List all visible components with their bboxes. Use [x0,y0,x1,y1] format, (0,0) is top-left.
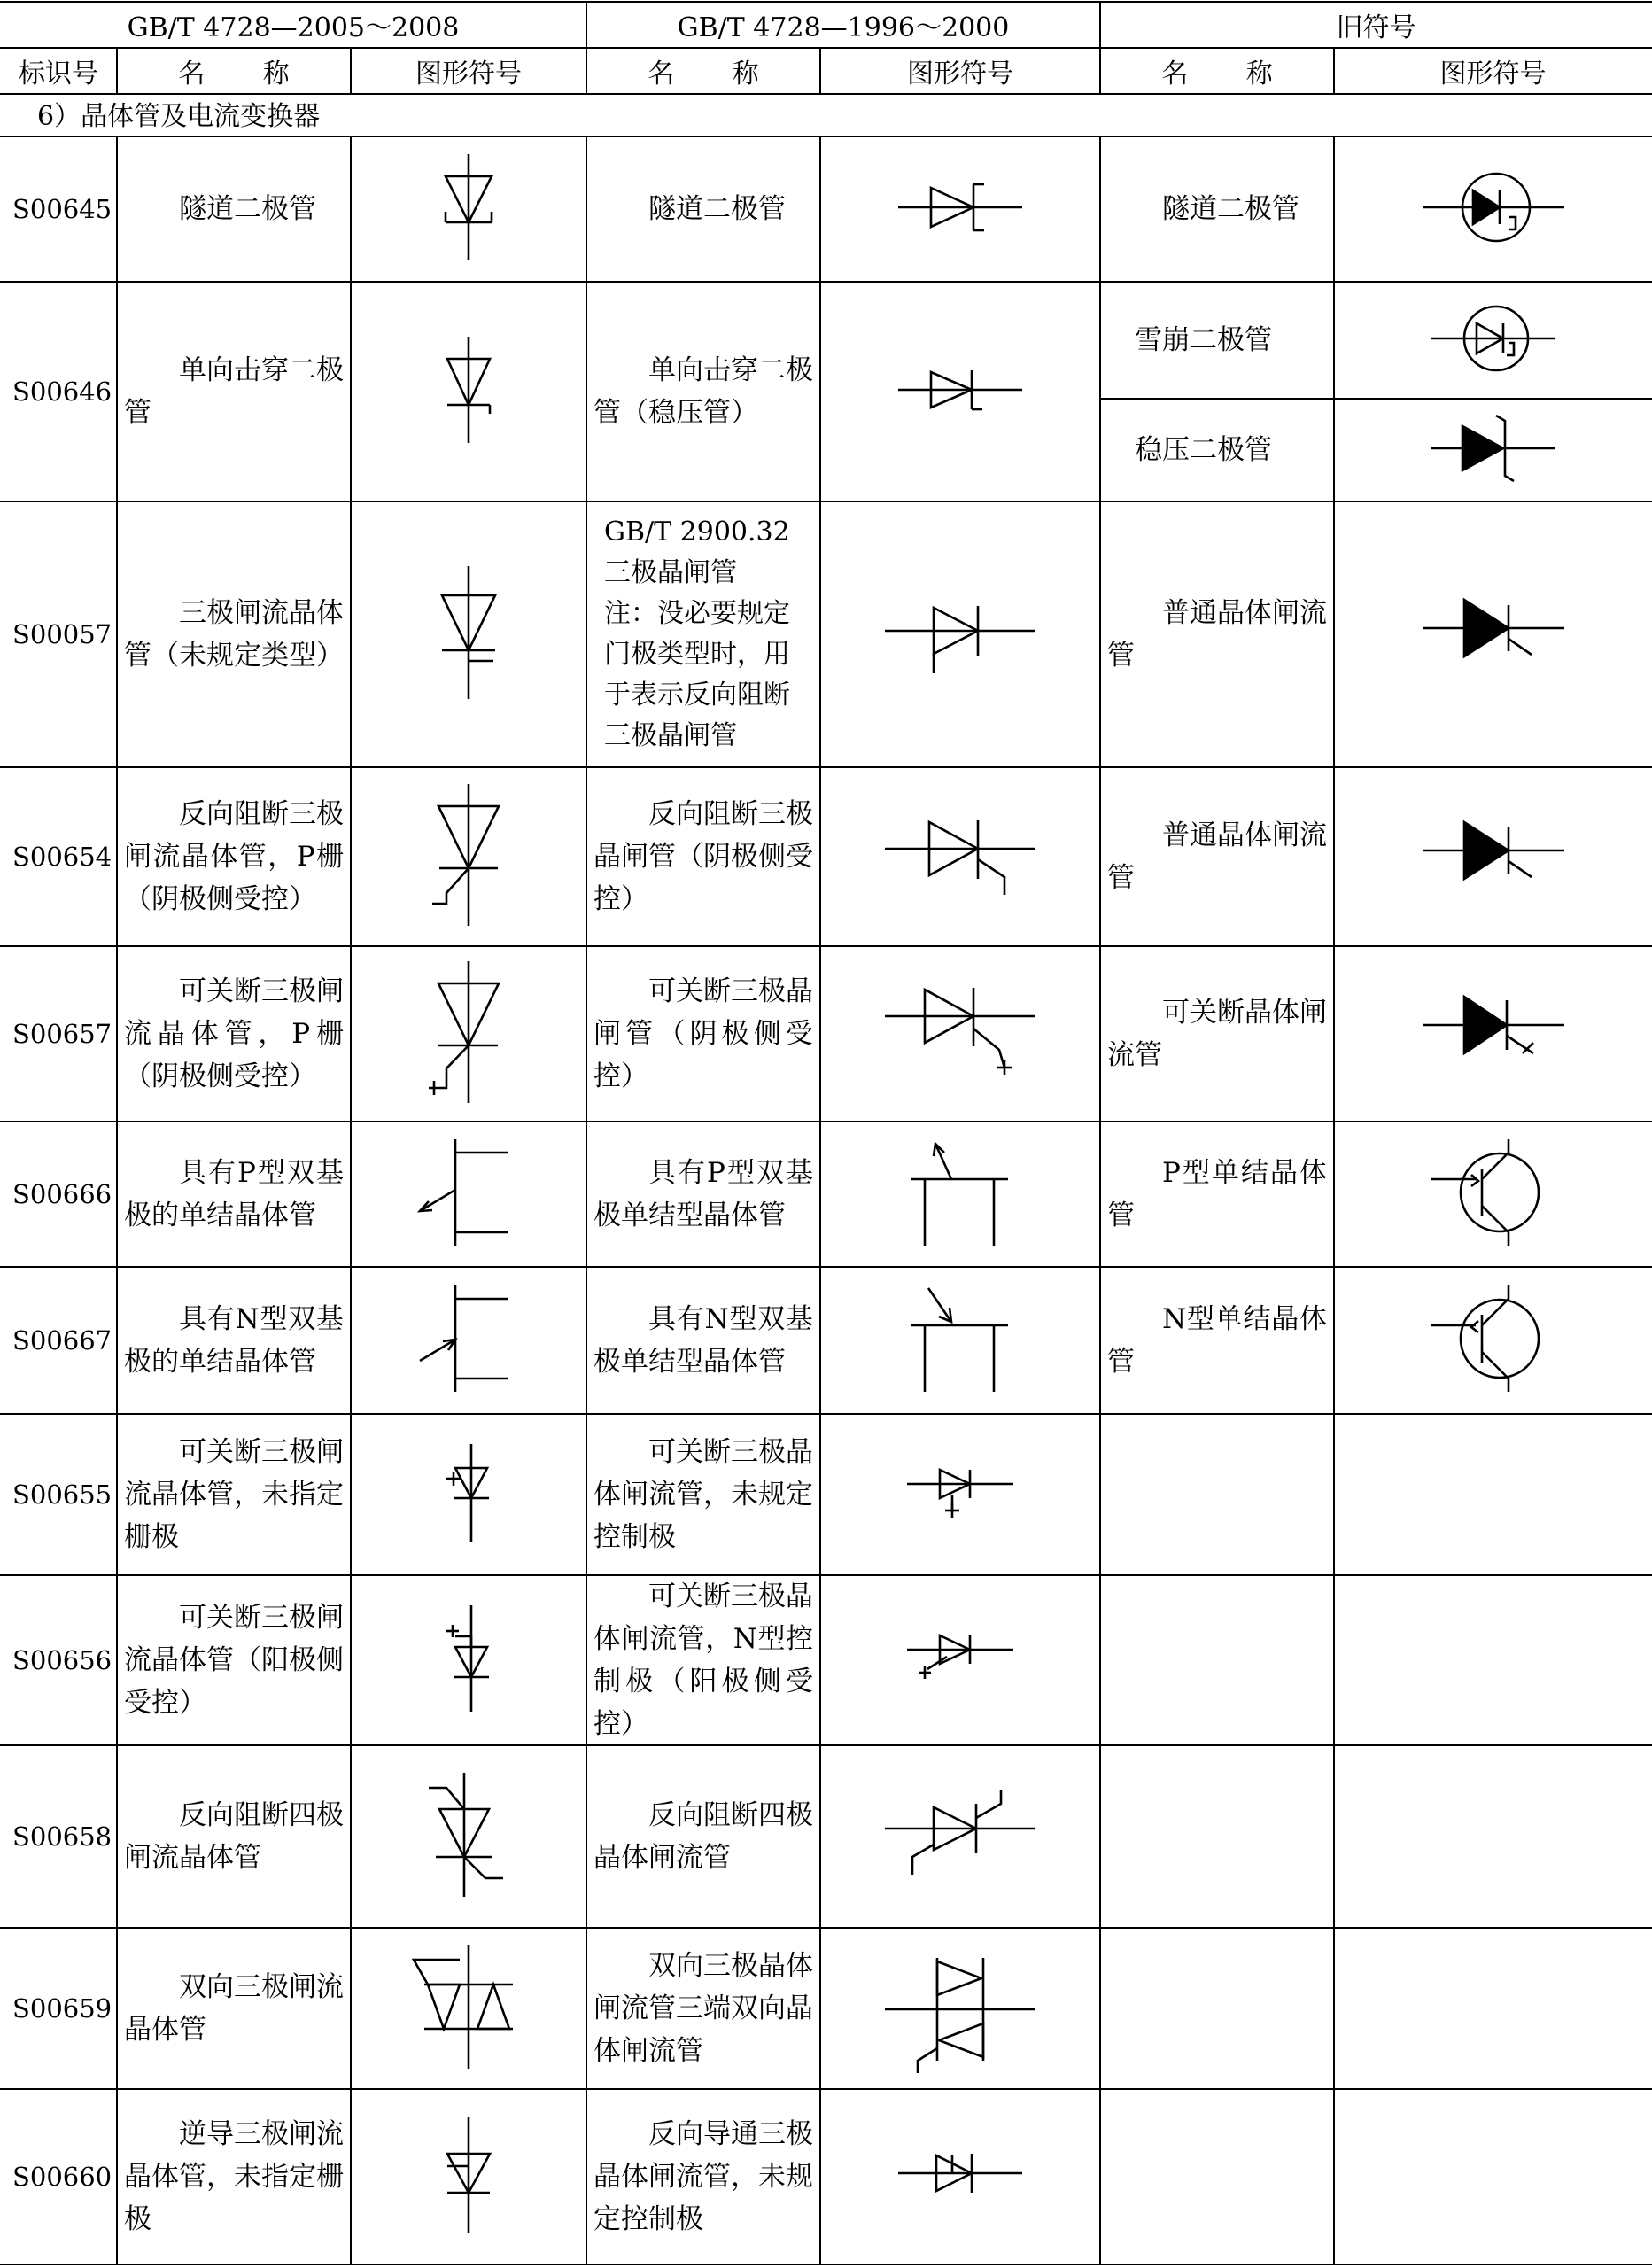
new-name-cell [117,1928,351,2089]
symbol-cell [820,282,1100,501]
name-text: 可关断三极闸流晶体管，未指定栅极 [124,1436,344,1553]
name-text: 可关断三极闸流晶体管（阳极侧受控） [124,1602,344,1719]
col-header-name-2005: 名 称 [178,58,314,89]
new-name-cell [117,1575,351,1745]
column-divider [350,136,352,2264]
row-divider [0,2088,1652,2090]
old96-name-cell [586,136,820,282]
symbol-cell [351,1267,586,1414]
row-id: S00660 [12,2162,112,2192]
row-id: S00656 [12,1645,112,1675]
name-text: GB/T 2900.32 三极晶闸管 注：没必要规定门极类型时，用于表示反向阻断三极晶闸管 [604,517,790,751]
old96-name-cell [586,2089,820,2264]
row-id: S00655 [12,1480,112,1510]
symbol-cell [351,2089,586,2264]
legacy-name-cell [1100,946,1334,1122]
name-text: 隧道二极管 [1162,193,1299,225]
legacy-name-cell [1100,282,1334,399]
symbol-cell [820,1414,1100,1575]
name-text: 稳压二极管 [1135,434,1272,466]
symbol-cell [1334,399,1652,501]
name-text: 可关断晶体闸流管 [1107,997,1327,1071]
group-divider [1099,2,1101,94]
ujt-p-type-alt-icon [898,1135,1022,1254]
name-text: 可关断三极晶体闸流管，N型控制极（阳极侧受控） [593,1581,813,1740]
symbol-cell [1334,282,1652,399]
name-text: 单向击穿二极管（稳压管） [593,354,813,429]
group-divider [586,2,587,94]
symbol-cell [820,136,1100,282]
tetrode-thyristor-horizontal-icon [880,1786,1040,1887]
old96-name-cell [586,1267,820,1414]
thyristor-p-gate-vertical-icon [420,780,517,934]
symbol-cell [820,1267,1100,1414]
row-divider [0,766,1652,768]
name-text: 具有N型双基极的单结晶体管 [124,1303,344,1378]
row-divider [0,1927,1652,1929]
col-header-name-1996: 名 称 [648,58,784,89]
symbol-cell [351,1414,586,1575]
name-text: 逆导三极闸流晶体管，未指定栅极 [124,2118,344,2235]
name-text: 反向阻断三极晶闸管（阴极侧受控） [593,798,813,915]
old96-name-cell [586,1414,820,1575]
rct-horizontal-icon [894,2140,1027,2214]
name-text: 隧道二极管 [648,193,786,225]
row-divider [0,281,1652,283]
symbol-cell [820,501,1100,767]
old96-name-cell [586,1928,820,2089]
old96-name-cell [586,767,820,946]
symbol-cell [351,767,586,946]
new-name-cell [117,1267,351,1414]
row-divider [0,1413,1652,1415]
tunnel-diode-vertical-icon [424,150,513,268]
symbol-cell [351,1122,586,1267]
symbol-cell [1334,767,1652,946]
legacy-split-divider [1100,398,1652,400]
ujt-n-type-alt-icon [898,1281,1022,1400]
row-id: S00658 [12,1821,112,1852]
tunnel-diode-circle-icon [1418,167,1569,251]
col-header-symbol-2005: 图形符号 [415,58,522,89]
new-name-cell [117,767,351,946]
symbol-cell [820,767,1100,946]
thyristor-vertical-icon [424,562,513,707]
symbol-cell [820,1928,1100,2089]
section-title: 6）晶体管及电流变换器 [37,101,321,132]
symbol-cell [820,1745,1100,1928]
name-text: P型单结晶体管 [1107,1157,1327,1231]
name-text: 反向阻断四极晶体闸流管 [593,1799,813,1874]
row-id: S00657 [12,1019,112,1049]
old96-name-cell [586,1122,820,1267]
col-header-id: 标识号 [19,58,98,89]
symbol-cell [1334,501,1652,767]
triac-horizontal-icon [880,1940,1040,2077]
header-divider [0,47,1652,49]
table-bottom-border [0,2264,1652,2265]
gto-p-gate-horizontal-icon [880,979,1040,1089]
name-text: 具有P型双基极单结型晶体管 [593,1157,813,1231]
column-divider [1099,136,1101,2264]
column-divider [819,136,821,2264]
tunnel-diode-horizontal-icon [894,172,1027,246]
thyristor-horizontal-icon [880,588,1040,680]
gto-p-gate-vertical-icon [411,957,526,1111]
ujt-p-type-circle-icon [1427,1135,1560,1254]
old96-name-cell [586,1745,820,1928]
symbol-cell [820,1122,1100,1267]
symbol-cell [351,501,586,767]
gto-unspecified-vertical-icon [429,1440,508,1550]
name-text: 可关断三极晶闸管（阴极侧受控） [593,975,813,1092]
row-divider [0,136,1652,137]
symbol-cell [351,136,586,282]
new-name-cell [117,1414,351,1575]
ujt-n-type-circle-icon [1427,1281,1560,1400]
new-name-cell [117,2089,351,2264]
symbol-cell [351,1928,586,2089]
symbol-cell [351,1575,586,1745]
name-text: 可关断三极晶体闸流管，未规定控制极 [593,1436,813,1553]
symbol-cell [351,1745,586,1928]
ujt-p-type-icon [411,1135,526,1254]
zener-diode-horizontal-icon [894,354,1027,429]
row-divider [0,1574,1652,1576]
row-id: S00667 [12,1325,112,1355]
zener-diode-solid-icon [1427,408,1560,492]
symbol-cell [1334,1267,1652,1414]
column-divider [819,48,821,94]
symbol-cell [1334,136,1652,282]
group-header-1996: GB/T 4728—1996～2000 [677,12,1010,43]
legacy-name-cell [1100,136,1334,282]
gto-solid-icon [1418,988,1569,1080]
zener-diode-vertical-icon [424,332,513,451]
row-id: S00666 [12,1179,112,1209]
row-divider [0,1744,1652,1746]
column-divider [586,136,587,2264]
column-divider [1333,48,1335,94]
legacy-name-cell [1100,399,1334,501]
row-divider [0,1121,1652,1122]
name-text: 反向阻断三极闸流晶体管，P栅（阴极侧受控） [124,798,344,915]
symbol-cell [820,1575,1100,1745]
row-id: S00659 [12,1993,112,2023]
triac-vertical-icon [407,1940,531,2077]
symbol-cell [820,2089,1100,2264]
name-text: 具有N型双基极单结型晶体管 [593,1303,813,1378]
name-text: 单向击穿二极管 [124,354,344,429]
tetrode-thyristor-vertical-icon [411,1768,526,1905]
new-name-cell [117,1745,351,1928]
group-header-legacy: 旧符号 [1336,12,1416,43]
row-divider [0,945,1652,947]
row-divider [0,1266,1652,1268]
column-divider [350,48,352,94]
new-name-cell [117,282,351,501]
name-text: 双向三极闸流晶体管 [124,1971,344,2046]
name-text: 普通晶体闸流管 [1107,597,1327,672]
name-text: 可关断三极闸流晶体管，P栅（阴极侧受控） [124,975,344,1092]
gto-unspecified-horizontal-icon [903,1457,1018,1532]
header-bottom-border [0,93,1652,95]
rct-vertical-icon [424,2113,513,2241]
new-name-cell [117,501,351,767]
column-divider [116,136,118,2264]
new-name-cell [117,136,351,282]
column-divider [1333,136,1335,2264]
name-text: N型单结晶体管 [1107,1303,1327,1378]
old96-name-cell [586,501,820,767]
name-text: 雪崩二极管 [1135,324,1272,356]
new-name-cell [117,946,351,1122]
col-header-symbol-1996: 图形符号 [907,58,1013,89]
avalanche-diode-circle-icon [1427,299,1560,382]
row-id: S00646 [12,377,112,407]
row-divider [0,501,1652,502]
group-header-2005: GB/T 4728—2005～2008 [127,12,460,43]
symbol-cell [1334,1122,1652,1267]
name-text: 反向阻断四极闸流晶体管 [124,1799,344,1874]
legacy-name-cell [1100,1267,1334,1414]
old96-name-cell [586,282,820,501]
column-divider [116,48,118,94]
old96-name-cell [586,946,820,1122]
row-id: S00645 [12,194,112,224]
legacy-name-cell [1100,767,1334,946]
name-text: 双向三极晶体闸流管三端双向晶体闸流管 [593,1950,813,2067]
thyristor-solid-icon [1418,593,1569,676]
symbol-cell [820,946,1100,1122]
name-text: 三极闸流晶体管（未规定类型） [124,597,344,672]
new-name-cell [117,1122,351,1267]
symbol-cell [351,946,586,1122]
legacy-name-cell [1100,501,1334,767]
old96-name-cell [586,1575,820,1745]
gto-n-gate-horizontal-icon [903,1623,1018,1697]
thyristor-p-gate-horizontal-icon [880,806,1040,907]
name-text: 隧道二极管 [179,193,316,225]
name-text: 反向导通三极晶体闸流管，未规定控制极 [593,2118,813,2235]
row-id: S00057 [12,619,112,649]
name-text: 具有P型双基极的单结晶体管 [124,1157,344,1231]
legacy-name-cell [1100,1122,1334,1267]
gto-n-gate-vertical-icon [429,1601,508,1720]
name-text: 普通晶体闸流管 [1107,819,1327,894]
symbol-cell [1334,946,1652,1122]
col-header-name-legacy: 名 称 [1161,58,1298,89]
row-id: S00654 [12,842,112,872]
table-top-border [0,1,1652,3]
ujt-n-type-icon [411,1281,526,1400]
col-header-symbol-legacy: 图形符号 [1439,58,1547,89]
symbol-cell [351,282,586,501]
thyristor-solid-icon [1418,815,1569,898]
